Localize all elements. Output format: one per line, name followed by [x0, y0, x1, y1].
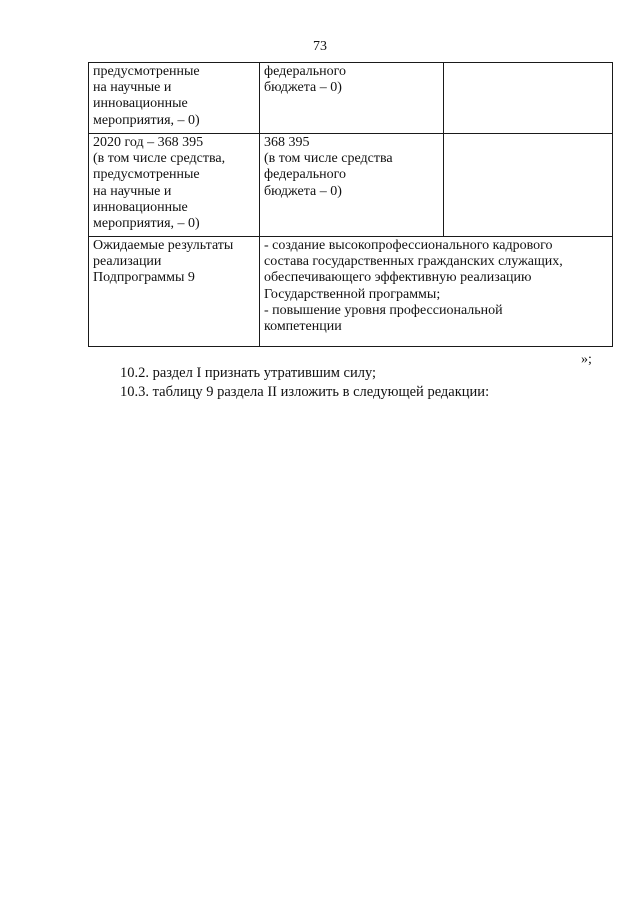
table-cell: 2020 год – 368 395 (в том числе средства, предусмотренные на научные и инновационные мероприятия, – 0) — [89, 134, 260, 237]
program-table — [88, 62, 613, 347]
closing-quote: »; — [581, 352, 592, 367]
table-cell: Ожидаемые результаты реализации Подпрограммы 9 — [89, 237, 260, 347]
table-cell: 368 395 (в том числе средства федерального бюджета – 0) — [260, 134, 444, 237]
table-cell: федерального бюджета – 0) — [260, 63, 444, 134]
table-cell: предусмотренные на научные и инновационные мероприятия, – 0) — [89, 63, 260, 134]
paragraph: 10.2. раздел I признать утратившим силу; — [120, 365, 377, 381]
paragraph: 10.3. таблицу 9 раздела II изложить в следующей редакции: — [120, 384, 490, 400]
table-cell — [444, 134, 613, 237]
table-row — [89, 63, 613, 134]
table-cell: - создание высокопрофессионального кадрового состава государственных гражданских служащих, обеспечивающего эффективную реализацию Государственной программы; - повышение уровня профессиональной компетенции — [260, 237, 613, 347]
table-row — [89, 237, 613, 347]
page-number: 73 — [313, 39, 327, 54]
table-row — [89, 134, 613, 237]
table-cell — [444, 63, 613, 134]
